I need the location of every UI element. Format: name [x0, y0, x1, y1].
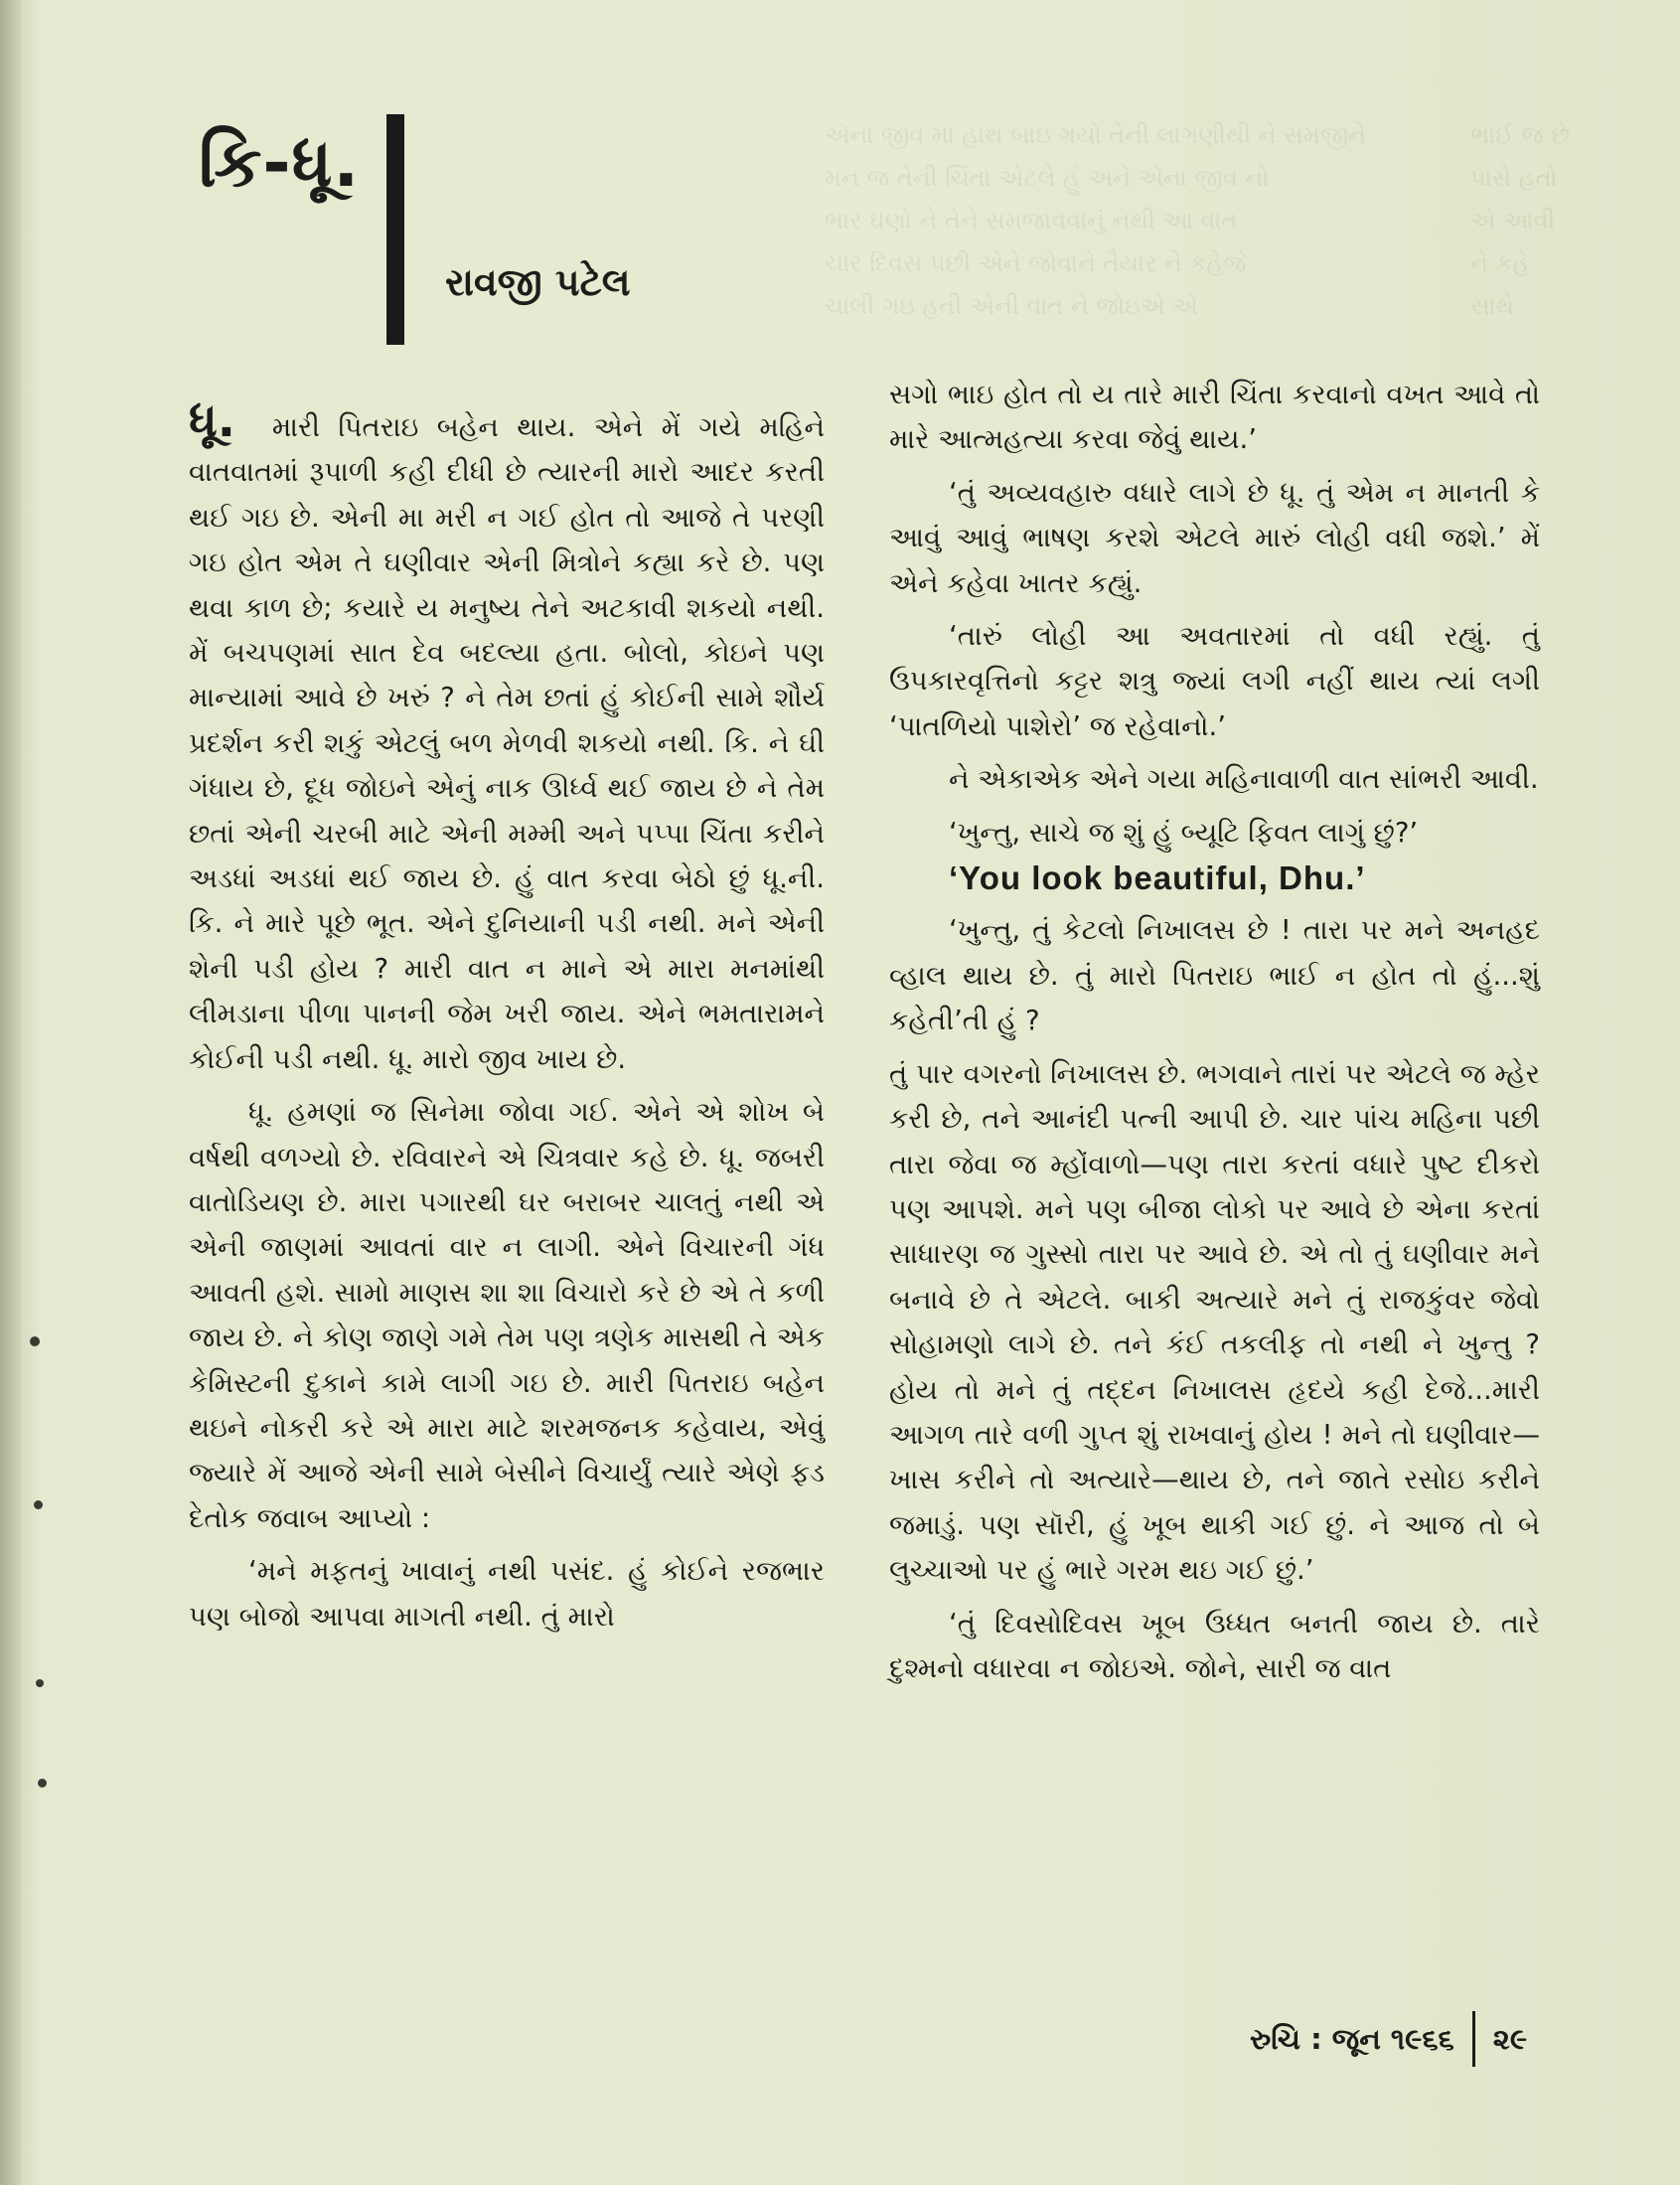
- binding-hole-mark: [34, 1500, 43, 1509]
- footer-magazine: રુચિ : જૂન ૧૯૬૬: [1250, 2021, 1454, 2056]
- binding-hole-mark: [30, 1336, 40, 1346]
- body-paragraph: ‘મને મફતનું ખાવાનું નથી પસંદ. હું કોઈને રજભાર પણ બોજો આપવા માગતી નથી. તું મારો: [189, 1555, 825, 1633]
- english-quote: ‘You look beautiful, Dhu.’: [949, 859, 1366, 897]
- footer-divider: [1472, 2011, 1475, 2067]
- page-footer: [1250, 2011, 1527, 2067]
- body-paragraph: ધૂ. મારી પિતરાઇ બહેન થાય. એને મેં ગયે મહિને વાતવાતમાં રૂપાળી કહી દીધી છે ત્યારની મારો આદર કરતી થઈ ગઇ છે. એની મા મરી ન ગઈ હોત તો આજે તે પરણી ગઇ હોત એમ તે ઘણીવાર એની મિત્રોને કહ્યા કરે છે. પણ થવા કાળ છે; કયારે ય મનુષ્ય તેને અટકાવી શકયો નથી. મેં બચપણમાં સાત દેવ બદલ્યા હતા. બોલો, કોઇને પણ માન્યામાં આવે છે ખરું ? ને તેમ છતાં હું કોઈની સામે શૌર્ય પ્રદર્શન કરી શકું એટલું બળ મેળવી શકયો નથી. કિ. ને ઘી ગંધાય છે, દૂધ જોઇને એનું નાક ઊર્ધ્વ થઈ જાય છે ને તેમ છતાં એની ચરબી માટે એની મમ્મી અને પપ્પા ચિંતા કરીને અડધાં અડધાં થઈ જાય છે. હું વાત કરવા બેઠો છું ધૂ.ની. કિ. ને મારે પૂછે ભૂત. એને દુનિયાની પડી નથી. મને એની શેની પડી હોય ? મારી વાત ન માને એ મારા મનમાંથી લીમડાના પીળા પાનની જેમ ખરી જાય. એને ભમતારામને કોઈની પડી નથી. ધૂ. મારો જીવ ખાય છે.: [189, 392, 826, 1075]
- body-paragraph: સગો ભાઇ હોત તો ય તારે મારી ચિંતા કરવાનો વખત આવે તો મારે આત્મહત્યા કરવા જેવું થાય.’: [889, 379, 1540, 456]
- article-author: રાવજી પટેલ: [445, 260, 631, 304]
- show-through-text-left: ઍના જીવ મા હાથ બાઇ ગયો તેની લાગણીથી ને સમજીને મન જ તેની ચિંતા એટલે હું અને એના જીવ નો ભાર ઘણો ને તેને સમજાવવાનું નથી આ વાત ચાર દિવસ પછી એને જોવાને તૈયાર ને કહેજે ચાલી ગઇ હતી એની વાત ને જોઇએ એ: [825, 121, 1366, 320]
- dropcap: ધૂ.: [189, 392, 236, 448]
- binding-hole-mark: [36, 1679, 44, 1687]
- body-paragraph: ‘તું અવ્યવહારુ વધારે લાગે છે ધૂ. તું એમ ન માનતી કે આવું આવું ભાષણ કરશે એટલે મારું લોહી વધી જશે.’ મેં એને કહેવા ખાતર કહ્યું.: [889, 476, 1540, 599]
- body-paragraph: ધૂ. હમણાં જ સિનેમા જોવા ગઈ. એને એ શોખ બે વર્ષથી વળગ્યો છે. રવિવારને એ ચિત્રવાર કહે છે. ધૂ. જબરી વાતોડિયણ છે. મારા પગારથી ઘર બરાબર ચાલતું નથી એ એની જાણમાં આવતાં વાર ન લાગી. એને વિચારની ગંધ આવતી હશે. સામો માણસ શા શા વિચારો કરે છે એ તે કળી જાય છે. ને કોણ જાણે ગમે તેમ પણ ત્રણેક માસથી તે એક કેમિસ્ટની દુકાને કામે લાગી ગઇ છે. મારી પિતરાઇ બહેન થઇને નોકરી કરે એ મારા માટે શરમજનક કહેવાય, એવું જ્યારે મેં આજે એની સામે બેસીને વિચાર્યું ત્યારે એણે ફડ દેતોક જવાબ આપ્યો :: [189, 1096, 825, 1534]
- title-divider-bar: [386, 114, 404, 345]
- body-paragraph: ‘તું દિવસોદિવસ ખૂબ ઉધ્ધત બનતી જાય છે. તારે દુશ્મનો વધારવા ન જોઇએ. જોને, સારી જ વાત: [889, 1607, 1540, 1684]
- body-paragraph: ‘ખુન્તુ, સાચે જ શું હું બ્યૂટિ ફિવત લાગું છું?’: [949, 816, 1419, 849]
- page-binding-edge: [0, 0, 22, 2185]
- body-paragraph: તું પાર વગરનો નિખાલસ છે. ભગવાને તારાં પર એટલે જ મ્હેર કરી છે, તને આનંદી પત્ની આપી છે. ચાર પાંચ મહિના પછી તારા જેવા જ મ્હોંવાળો—પણ તારા કરતાં વધારે પુષ્ટ દીકરો પણ આપશે. મને પણ બીજા લોકો પર આવે છે એના કરતાં સાધારણ જ ગુસ્સો તારા પર આવે છે. એ તો તું ઘણીવાર મને બનાવે છે તે એટલે. બાકી અત્યારે મને તું રાજકુંવર જેવો સોહામણો લાગે છે. તને કંઈ તકલીફ તો નથી ને ખુન્તુ ? હોય તો મને તું તદ્દન નિખાલસ હૃદયે કહી દેજે...મારી આગળ તારે વળી ગુપ્ત શું રાખવાનું હોય ! મને તો ઘણીવાર—ખાસ કરીને તો અત્યારે—થાય છે, તને જાતે રસોઇ કરીને જમાડું. પણ સૉરી, હું ખૂબ થાકી ગઈ છું. ને આજ તો બે લુચ્ચાઓ પર હું ભારે ગરમ થઇ ગઈ છું.’: [889, 1057, 1540, 1587]
- left-text-column: [189, 392, 826, 1639]
- show-through-text-right: ભાઈ જ છે પાસે હતો એ આવી ને કહે સાથે: [1470, 121, 1571, 320]
- body-paragraph: ‘ખુન્તુ, તું કેટલો નિખાલસ છે ! તારા પર મને અનહદ વ્હાલ થાય છે. તું મારો પિતરાઇ ભાઈ ન હોત તો હું...શું કહેતી’તી હું ?: [889, 914, 1540, 1037]
- binding-hole-mark: [38, 1779, 47, 1788]
- article-title: કિ-ધૂ.: [199, 124, 361, 203]
- right-text-column: [889, 373, 1540, 1691]
- body-paragraph: ‘તારું લોહી આ અવતારમાં તો વધી રહ્યું. તું ઉપકારવૃત્તિનો કટ્ટર શત્રુ જ્યાં લગી નહીં થાય ત્યાં લગી ‘પાતળિયો પાશેરો’ જ રહેવાનો.’: [889, 620, 1540, 742]
- page-number: ૨૯: [1492, 2021, 1527, 2056]
- body-paragraph: ને એકાએક એને ગયા મહિનાવાળી વાત સાંભરી આવી.: [949, 763, 1539, 796]
